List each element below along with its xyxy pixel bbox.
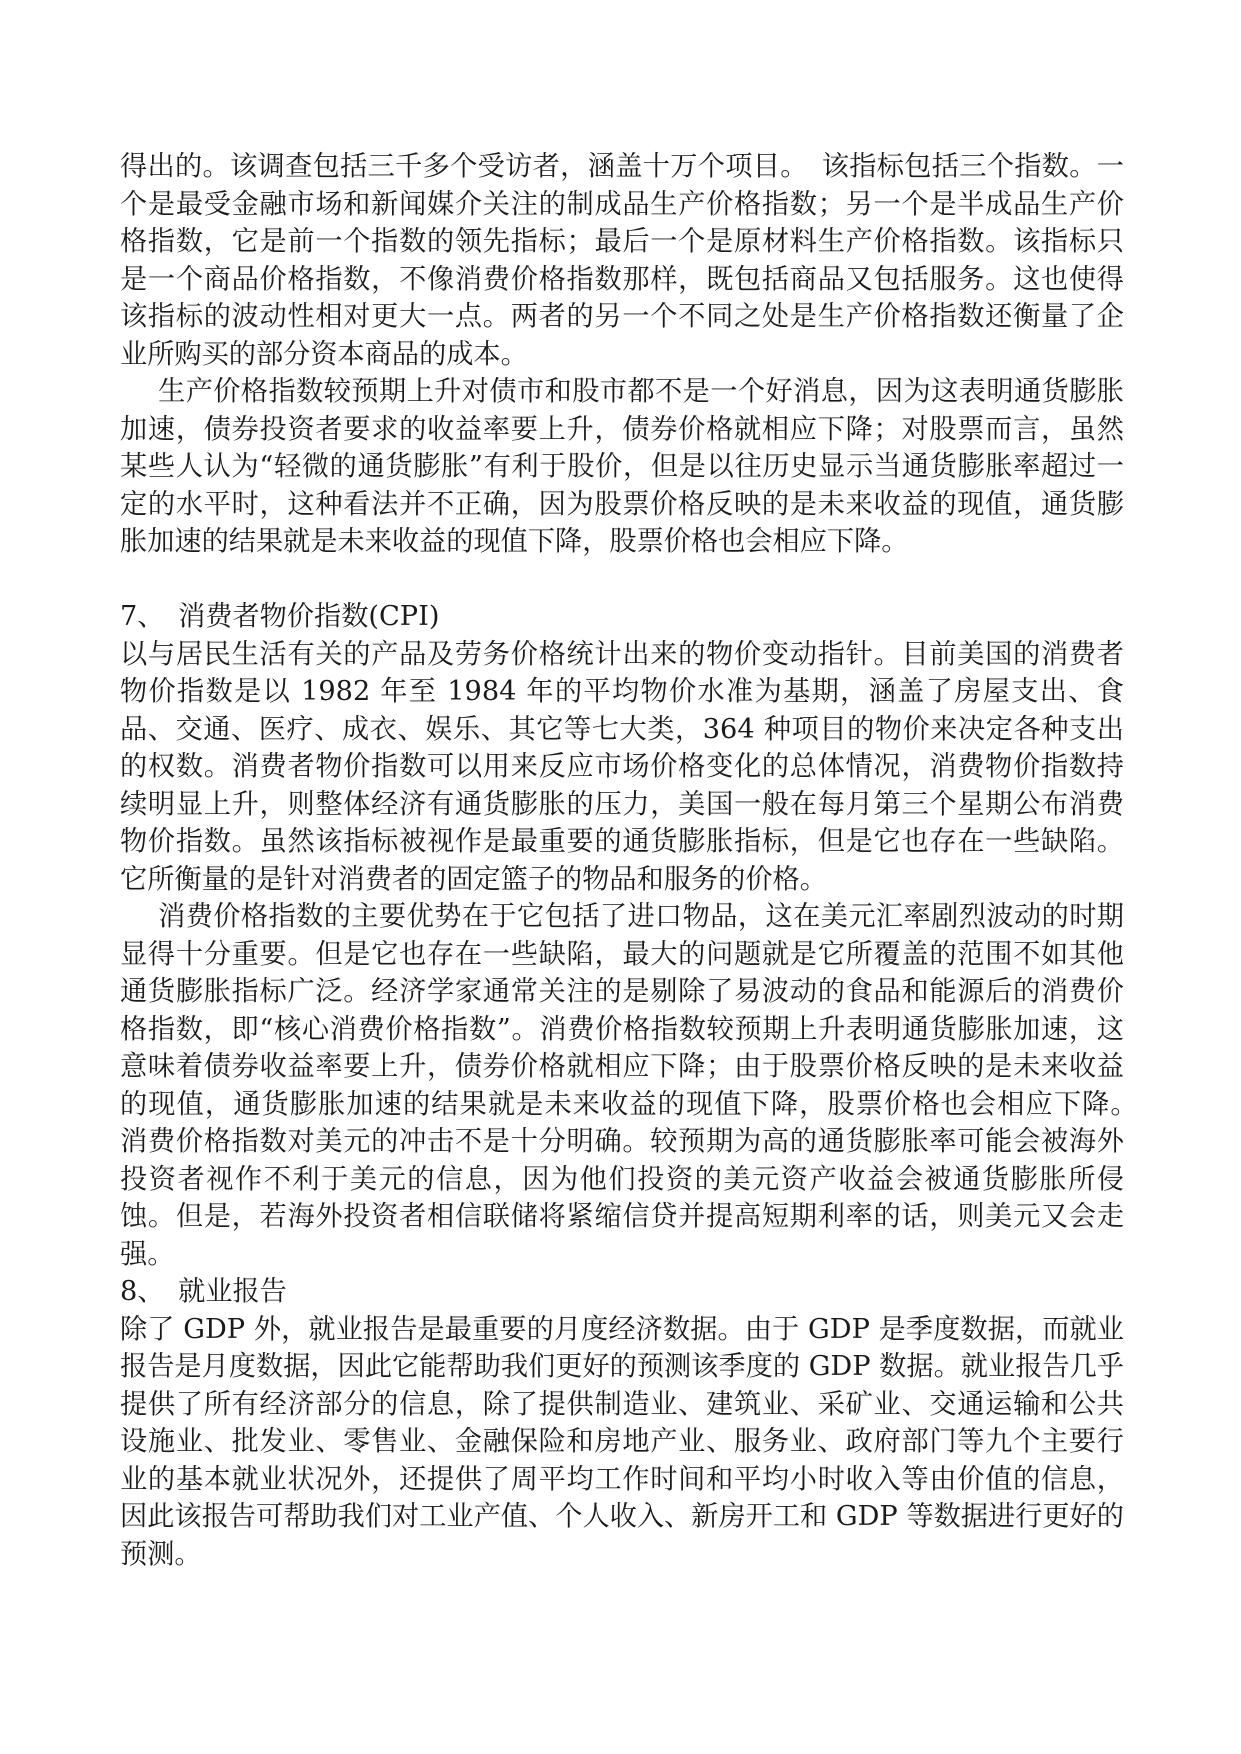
ppi-paragraph-2: 生产价格指数较预期上升对债市和股市都不是一个好消息，因为这表明通货膨胀加速，债券投资者要求的收益率要上升，债券价格就相应下降；对股票而言，虽然某些人认为“轻微的通货膨胀”有利于股价，但是以往历史显示当通货膨胀率超过一定的水平时，这种看法并不正确，因为股票价格反映的是未来收益的现值，通货膨胀加速的结果就是未来收益的现值下降，股票价格也会相应下降。	[120, 376, 1124, 557]
cpi-paragraph-1: 以与居民生活有关的产品及劳务价格统计出来的物价变动指针。目前美国的消费者物价指数是以 1982 年至 1984 年的平均物价水准为基期，涵盖了房屋支出、食品、交通、医疗、成衣、娱乐、其它等七大类，364 种项目的物价来决定各种支出的权数。消费者物价指数可以用来反应市场价格变化的总体情况，消费物价指数持续明显上升，则整体经济有通货膨胀的压力，美国一般在每月第三个星期公布消费物价指数。虽然该指标被视作是最重要的通货膨胀指标，但是它也存在一些缺陷。它所衡量的是针对消费者的固定篮子的物品和服务的价格。	[120, 638, 1124, 895]
cpi-heading: 7、 消费者物价指数(CPI)	[120, 601, 440, 632]
employment-paragraph-1: 除了 GDP 外，就业报告是最重要的月度经济数据。由于 GDP 是季度数据，而就业报告是月度数据，因此它能帮助我们更好的预测该季度的 GDP 数据。就业报告几乎提供了所有经济部分的信息，除了提供制造业、建筑业、采矿业、交通运输和公共设施业、批发业、零售业、金融保险和房地产业、服务业、政府部门等九个主要行业的基本就业状况外，还提供了周平均工作时间和平均小时收入等由价值的信息，因此该报告可帮助我们对工业产值、个人收入、新房开工和 GDP 等数据进行更好的预测。	[120, 1313, 1124, 1570]
employment-heading: 8、 就业报告	[120, 1276, 287, 1307]
section-spacer	[120, 561, 1124, 599]
cpi-paragraph-2: 消费价格指数的主要优势在于它包括了进口物品，这在美元汇率剧烈波动的时期显得十分重要。但是它也存在一些缺陷，最大的问题就是它所覆盖的范围不如其他通货膨胀指标广泛。经济学家通常关注的是剔除了易波动的食品和能源后的消费价格指数，即“核心消费价格指数”。消费价格指数较预期上升表明通货膨胀加速，这意味着债券收益率要上升，债券价格就相应下降；由于股票价格反映的是未来收益的现值，通货膨胀加速的结果就是未来收益的现值下降，股票价格也会相应下降。 消费价格指数对美元的冲击不是十分明确。较预期为高的通货膨胀率可能会被海外投资者视作不利于美元的信息，因为他们投资的美元资产收益会被通货膨胀所侵蚀。但是，若海外投资者相信联储将紧缩信贷并提高短期利率的话，则美元又会走强。	[120, 901, 1152, 1270]
document-page	[120, 148, 1152, 1573]
ppi-paragraph-1: 得出的。该调查包括三千多个受访者，涵盖十万个项目。 该指标包括三个指数。一个是最受金融市场和新闻媒介关注的制成品生产价格指数；另一个是半成品生产价格指数，它是前一个指数的领先指标；最后一个是原材料生产价格指数。该指标只是一个商品价格指数，不像消费价格指数那样，既包括商品又包括服务。这也使得该指标的波动性相对更大一点。两者的另一个不同之处是生产价格指数还衡量了企业所购买的部分资本商品的成本。	[120, 151, 1124, 370]
